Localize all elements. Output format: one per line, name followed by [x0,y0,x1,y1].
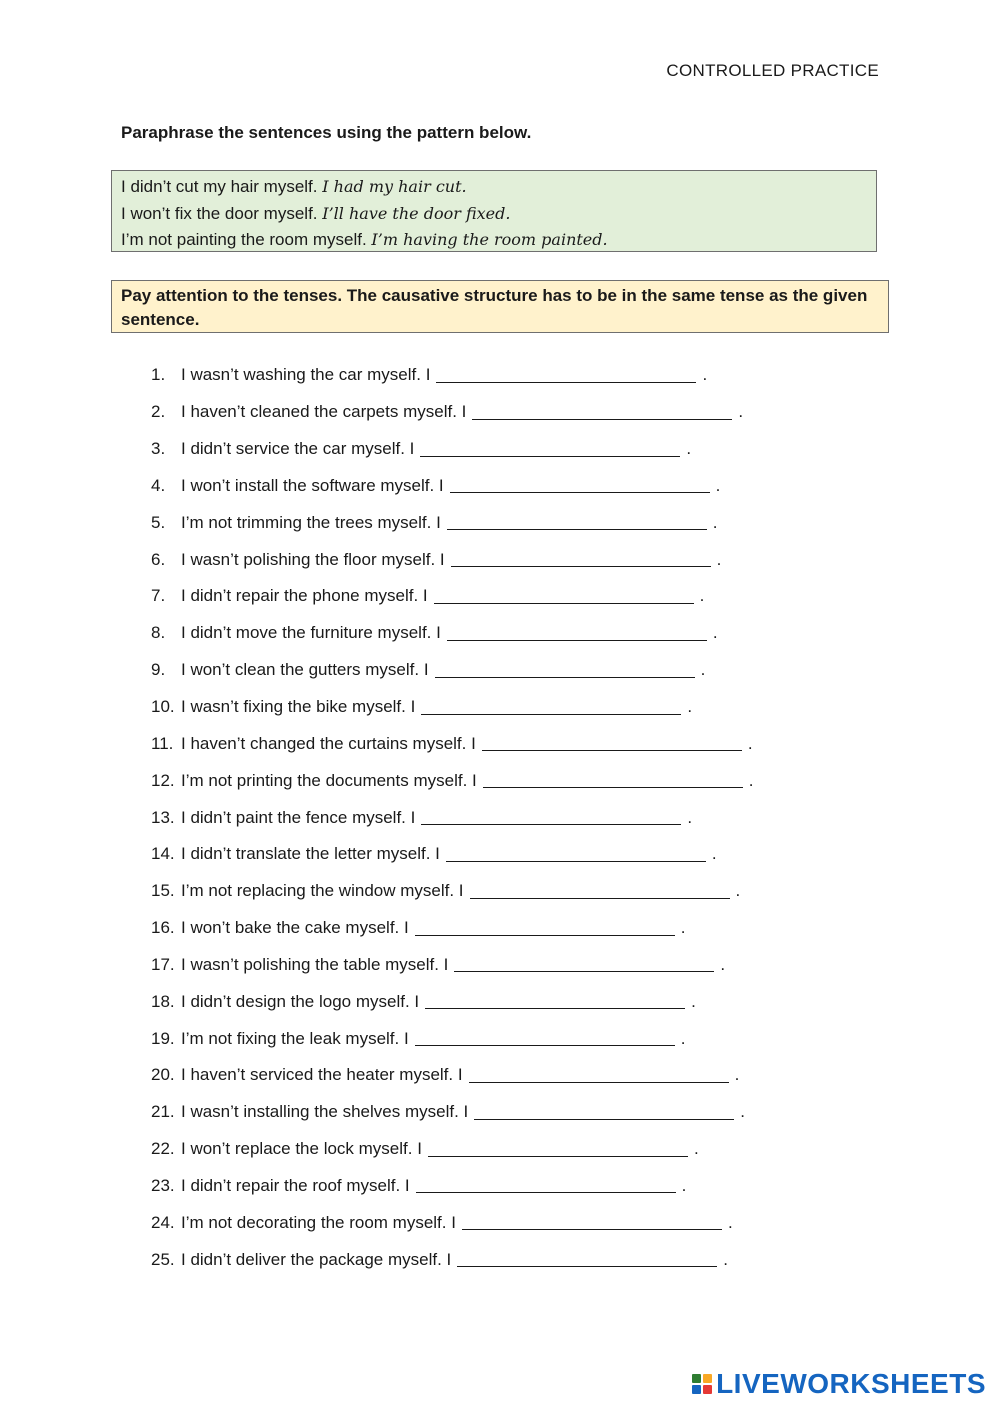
exercise-prompt: I wasn’t installing the shelves myself. I [181,1102,469,1122]
exercise-number: 24. [151,1212,175,1232]
answer-blank[interactable] [457,1248,717,1267]
answer-blank[interactable] [469,1064,729,1083]
sentence-end: . [715,475,721,495]
exercise-prompt: I didn’t deliver the package myself. I [181,1249,452,1269]
exercise-prompt: I wasn’t polishing the floor myself. I [181,549,445,569]
exercise-number: 23. [151,1175,175,1195]
sentence-end: . [680,918,686,938]
exercise-prompt: I didn’t translate the letter myself. I [181,844,440,864]
exercise-prompt: I didn’t service the car myself. I [181,439,415,459]
exercise-item [151,431,753,468]
sentence-end: . [740,1102,745,1122]
example-sentence: I won’t fix the door myself. [121,203,318,223]
exercise-item [151,910,753,947]
exercise-number: 16. [151,918,175,938]
exercise-item [151,578,753,615]
exercise-prompt: I’m not decorating the room myself. I [181,1212,456,1232]
exercise-prompt: I won’t clean the gutters myself. I [181,660,429,680]
liveworksheets-logo [692,1368,986,1400]
exercise-number: 5. [151,512,166,532]
exercise-number: 15. [151,881,175,901]
sentence-end: . [691,991,696,1011]
sentence-end: . [712,512,718,532]
exercise-number: 14. [151,844,175,864]
tense-note: Pay attention to the tenses. The causative structure has to be in the same tense as the given sentence. [111,280,889,333]
exercise-item [151,689,753,726]
exercise-item [151,983,753,1020]
answer-blank[interactable] [470,880,730,899]
answer-blank[interactable] [415,1027,675,1046]
sentence-end: . [735,881,741,901]
exercise-item [151,1204,753,1241]
sentence-end: . [723,1249,728,1269]
exercise-item [151,836,753,873]
answer-blank[interactable] [435,659,695,678]
sentence-end: . [680,1028,686,1048]
exercise-prompt: I wasn’t washing the car myself. I [181,365,431,385]
sentence-end: . [727,1212,733,1232]
sentence-end: . [702,365,708,385]
answer-blank[interactable] [425,990,685,1009]
example-answer: I’ll have the door fixed. [322,203,511,223]
instruction-text: Paraphrase the sentences using the pattern below. [121,123,532,142]
example-sentence: I’m not painting the room myself. [121,230,367,249]
example-line [121,201,876,228]
exercise-prompt: I haven’t serviced the heater myself. I [181,1065,463,1085]
exercise-item [151,615,753,652]
answer-blank[interactable] [428,1138,688,1157]
exercise-prompt: I’m not replacing the window myself. I [181,881,464,901]
exercise-prompt: I haven’t cleaned the carpets myself. I [181,402,467,422]
exercise-number: 2. [151,402,166,422]
sentence-end: . [711,844,717,864]
exercise-number: 7. [151,586,166,606]
exercise-item [151,1094,753,1131]
exercise-prompt: I didn’t repair the phone myself. I [181,586,428,606]
exercise-number: 25. [151,1249,175,1269]
sentence-end: . [700,660,706,680]
exercise-prompt: I won’t replace the lock myself. I [181,1139,422,1159]
answer-blank[interactable] [436,364,696,383]
answer-blank[interactable] [451,548,711,567]
exercise-item [151,799,753,836]
sentence-end: . [748,770,754,790]
answer-blank[interactable] [472,401,732,420]
exercise-item [151,504,753,541]
exercise-prompt: I didn’t design the logo myself. I [181,991,420,1011]
example-line [121,227,876,254]
exercise-item [151,394,753,431]
exercise-item [151,762,753,799]
exercise-prompt: I didn’t repair the roof myself. I [181,1175,410,1195]
exercise-item [151,947,753,984]
exercise-number: 8. [151,623,166,643]
exercise-prompt: I won’t bake the cake myself. I [181,918,409,938]
exercise-number: 22. [151,1139,175,1159]
sentence-end: . [738,402,744,422]
exercise-number: 19. [151,1028,175,1048]
exercise-number: 11. [151,733,174,753]
exercise-prompt: I wasn’t fixing the bike myself. I [181,697,416,717]
logo-square [703,1374,712,1383]
exercise-item [151,1020,753,1057]
exercise-list [151,357,753,1278]
example-answer: I’m having the room painted. [371,230,608,249]
answer-blank[interactable] [446,843,706,862]
exercise-prompt: I won’t install the software myself. I [181,475,444,495]
sentence-end: . [686,439,692,459]
sentence-end: . [693,1139,699,1159]
exercise-prompt: I’m not printing the documents myself. I [181,770,477,790]
sentence-end: . [687,807,693,827]
sentence-end: . [712,623,718,643]
example-sentence: I didn’t cut my hair myself. [121,177,318,196]
exercise-item [151,1241,753,1278]
exercise-item [151,652,753,689]
exercise-number: 1. [151,365,166,385]
answer-blank[interactable] [447,511,707,530]
exercise-item [151,725,753,762]
sentence-end: . [747,733,753,753]
example-answer: I had my hair cut. [322,177,467,196]
exercise-item [151,541,753,578]
exercise-prompt: I haven’t changed the curtains myself. I [181,733,476,753]
section-label: CONTROLLED PRACTICE [666,61,879,80]
exercise-prompt: I didn’t move the furniture myself. I [181,623,441,643]
answer-blank[interactable] [434,585,694,604]
exercise-prompt: I didn’t paint the fence myself. I [181,807,416,827]
logo-square [692,1385,701,1394]
answer-blank[interactable] [415,917,675,936]
exercise-item [151,1057,753,1094]
answer-blank[interactable] [420,438,680,457]
exercise-number: 17. [151,954,175,974]
sentence-end: . [720,954,726,974]
exercise-item [151,1131,753,1168]
logo-text: LIVEWORKSHEETS [716,1368,986,1399]
answer-blank[interactable] [474,1101,734,1120]
exercise-prompt: I wasn’t polishing the table myself. I [181,954,449,974]
sentence-end: . [716,549,722,569]
liveworksheets-logo-icon [692,1374,712,1394]
example-line [121,174,876,201]
exercise-item [151,873,753,910]
exercise-number: 6. [151,549,166,569]
answer-blank[interactable] [454,953,714,972]
answer-blank[interactable] [421,806,681,825]
exercise-item [151,357,753,394]
answer-blank[interactable] [447,622,707,641]
answer-blank[interactable] [450,474,710,493]
exercise-number: 10. [151,697,175,717]
sentence-end: . [734,1065,740,1085]
exercise-item [151,1168,753,1205]
answer-blank[interactable] [462,1211,722,1230]
logo-square [692,1374,701,1383]
example-box [111,170,877,252]
answer-blank[interactable] [421,696,681,715]
exercise-item [151,468,753,505]
sentence-end: . [687,697,693,717]
exercise-number: 20. [151,1065,175,1085]
logo-square [703,1385,712,1394]
sentence-end: . [699,586,705,606]
answer-blank[interactable] [483,769,743,788]
sentence-end: . [681,1175,687,1195]
answer-blank[interactable] [416,1174,676,1193]
exercise-number: 21. [151,1102,175,1122]
exercise-number: 13. [151,807,175,827]
exercise-number: 4. [151,475,166,495]
exercise-number: 18. [151,991,175,1011]
exercise-number: 3. [151,439,166,459]
exercise-number: 9. [151,660,166,680]
answer-blank[interactable] [482,732,742,751]
exercise-number: 12. [151,770,175,790]
exercise-prompt: I’m not trimming the trees myself. I [181,512,441,532]
exercise-prompt: I’m not fixing the leak myself. I [181,1028,409,1048]
